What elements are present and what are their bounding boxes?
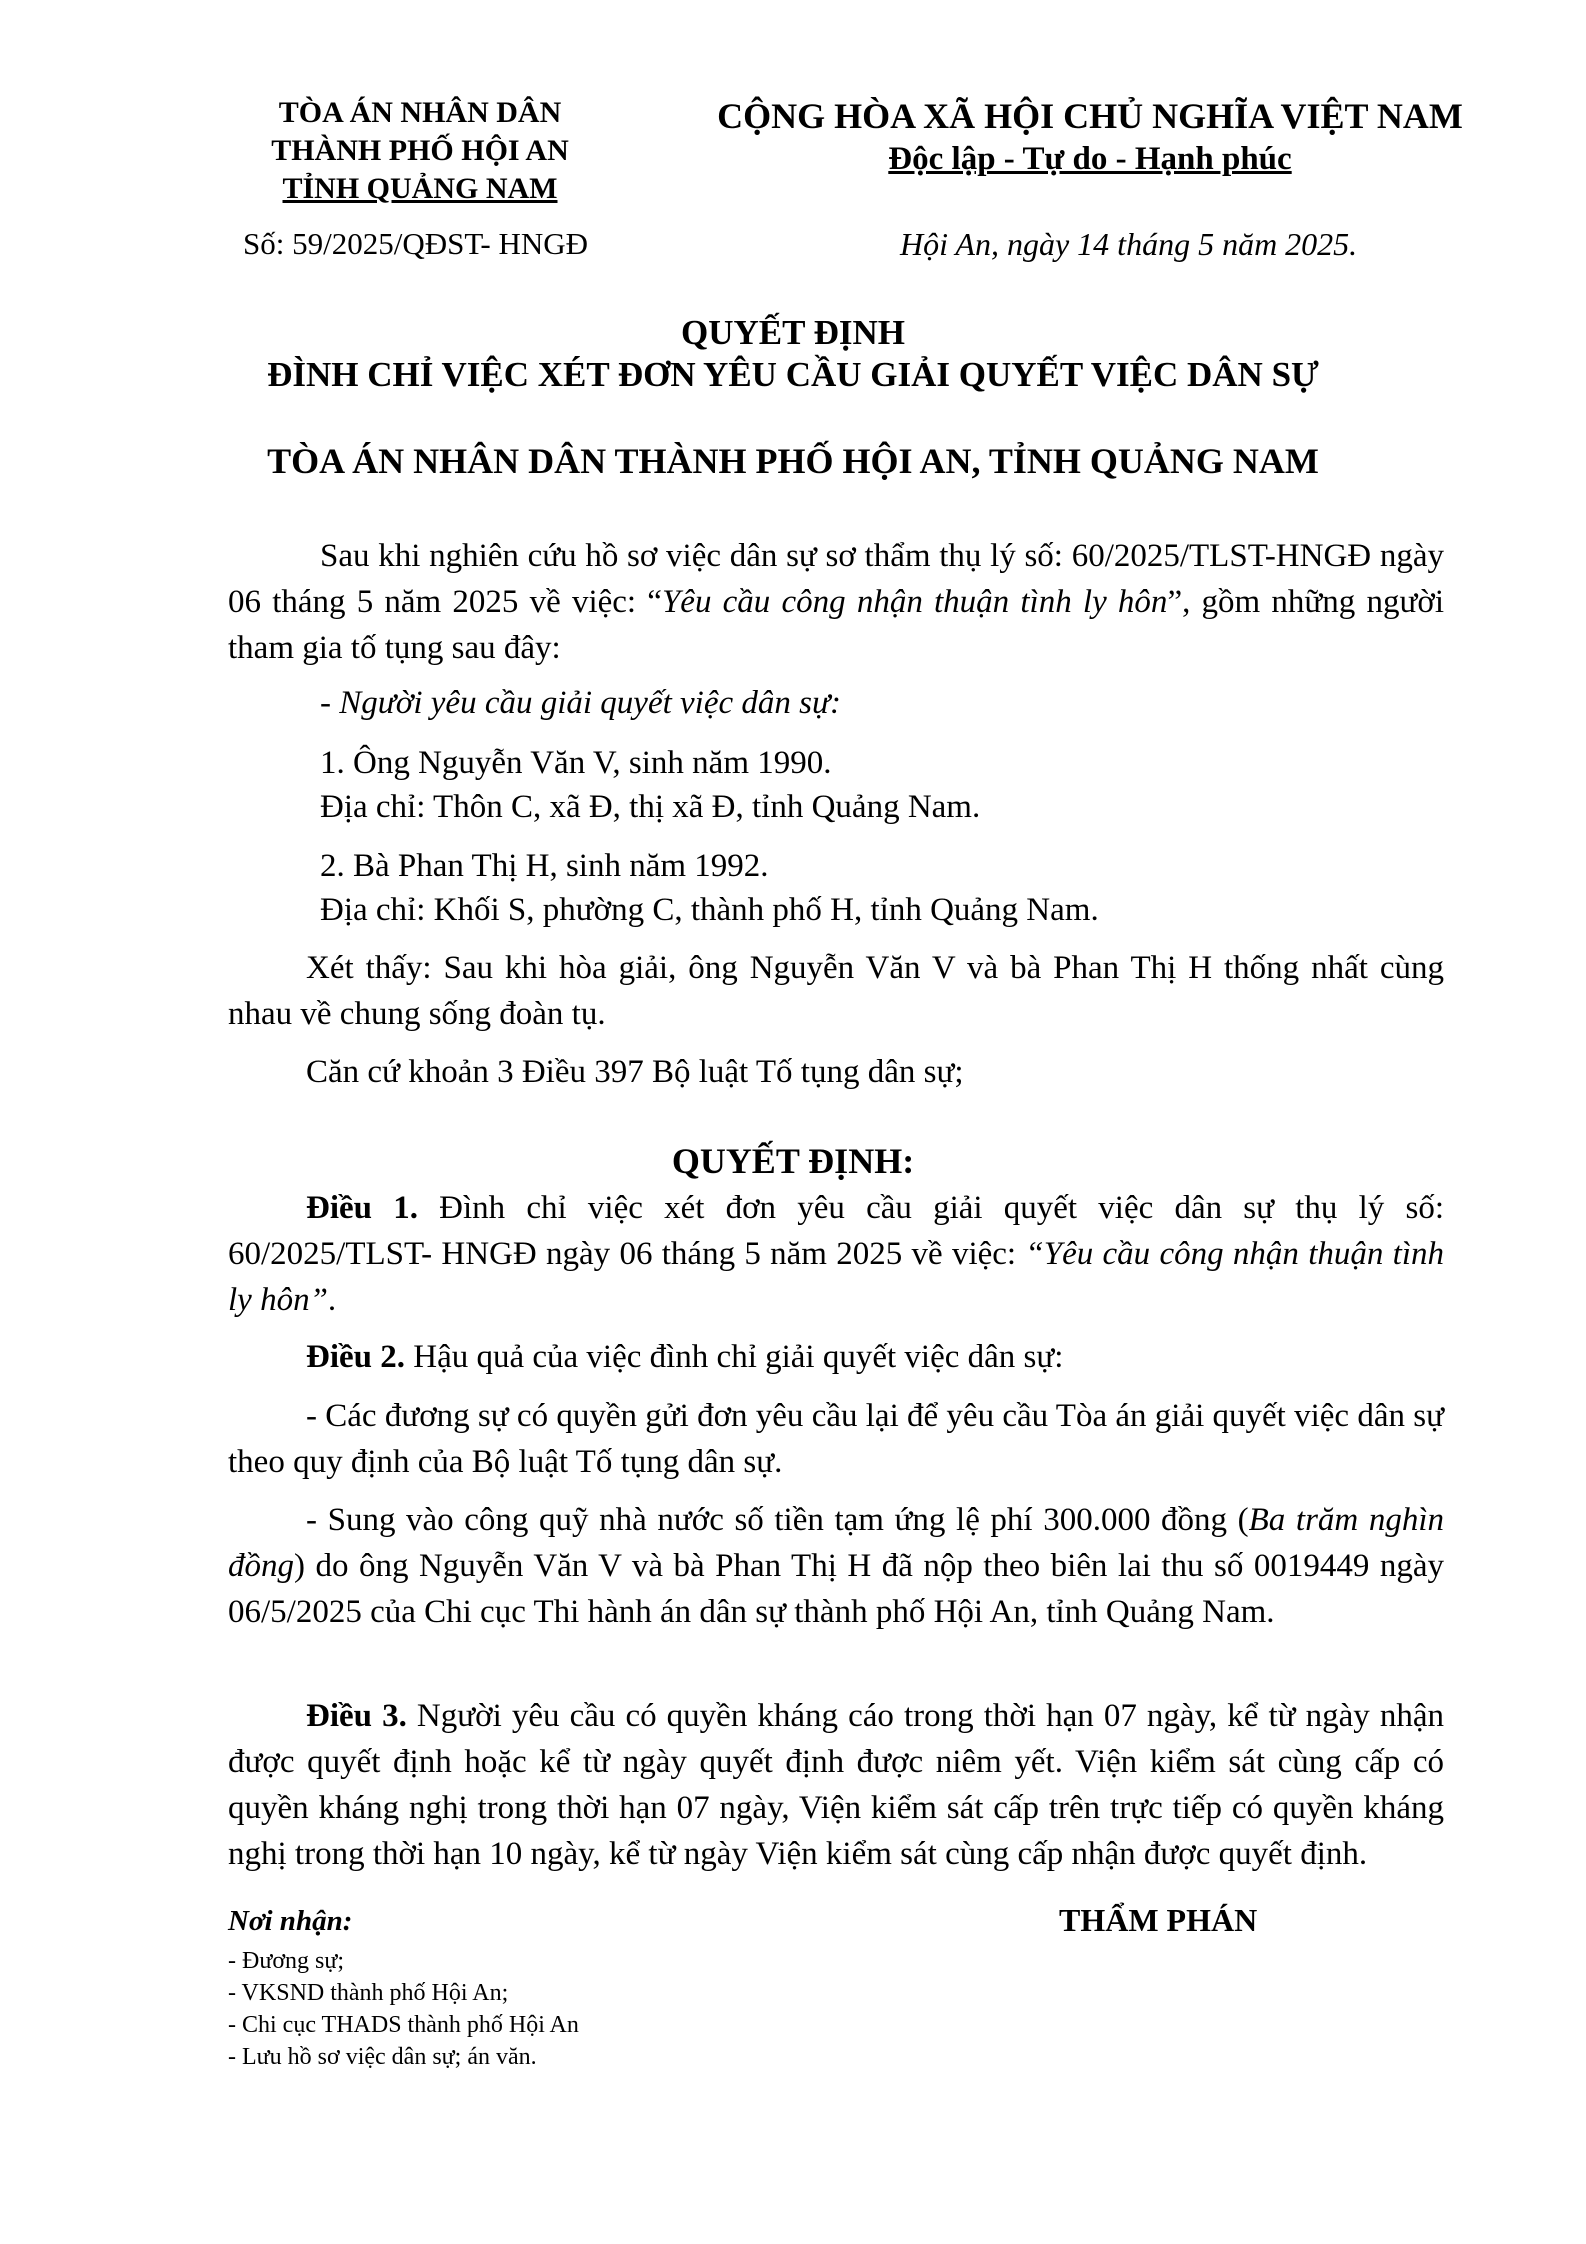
article-1-end: . bbox=[327, 1282, 337, 1318]
article-1-text: Đình chỉ việc xét đơn yêu cầu giải quyết việc dân sự thụ lý số: 60/2025/TLST- HNGĐ ngày 06 tháng 5 năm 2025 về việc: bbox=[228, 1190, 1444, 1272]
article-2-item-2 bbox=[228, 1497, 1444, 1635]
article-1 bbox=[228, 1185, 1444, 1323]
document-title: QUYẾT ĐỊNH bbox=[681, 313, 905, 352]
article-2-label: Điều 2. bbox=[306, 1339, 405, 1375]
recipient-item: - Chi cục THADS thành phố Hội An bbox=[228, 2012, 579, 2038]
recipient-item: - Lưu hồ sơ việc dân sự; án văn. bbox=[228, 2044, 537, 2070]
party-2-address: Địa chỉ: Khối S, phường C, thành phố H, tỉnh Quảng Nam. bbox=[320, 892, 1099, 928]
document-subtitle: ĐÌNH CHỈ VIỆC XÉT ĐƠN YÊU CẦU GIẢI QUYẾT VIỆC DÂN SỰ bbox=[267, 355, 1319, 394]
legal-basis: Căn cứ khoản 3 Điều 397 Bộ luật Tố tụng dân sự; bbox=[306, 1054, 964, 1090]
recipients-list bbox=[228, 1945, 579, 2073]
article-2-item-2-a: - Sung vào công quỹ nhà nước số tiền tạm ứng lệ phí 300.000 đồng ( bbox=[306, 1502, 1249, 1538]
party-1-name: 1. Ông Nguyễn Văn V, sinh năm 1990. bbox=[320, 745, 832, 781]
recipients-heading: Nơi nhận: bbox=[228, 1905, 353, 1937]
country-name: CỘNG HÒA XÃ HỘI CHỦ NGHĨA VIỆT NAM bbox=[717, 96, 1463, 136]
decision-number: Số: 59/2025/QĐST- HNGĐ bbox=[243, 226, 589, 261]
recipient-item: - VKSND thành phố Hội An; bbox=[228, 1980, 509, 2006]
court-header bbox=[230, 94, 610, 208]
national-header bbox=[665, 94, 1515, 180]
article-2 bbox=[228, 1334, 1444, 1380]
issue-date: Hội An, ngày 14 tháng 5 năm 2025. bbox=[900, 226, 1358, 262]
article-2-item-1: - Các đương sự có quyền gửi đơn yêu cầu lại để yêu cầu Tòa án giải quyết việc dân sự theo quy định của Bộ luật Tố tụng dân sự. bbox=[228, 1398, 1444, 1480]
parties-heading: - Người yêu cầu giải quyết việc dân sự: bbox=[320, 685, 841, 721]
court-line-3: TỈNH QUẢNG NAM bbox=[282, 172, 558, 205]
issuing-court: TÒA ÁN NHÂN DÂN THÀNH PHỐ HỘI AN, TỈNH QUẢNG NAM bbox=[267, 441, 1319, 481]
findings-paragraph: Xét thấy: Sau khi hòa giải, ông Nguyễn Văn V và bà Phan Thị H thống nhất cùng nhau về chung sống đoàn tụ. bbox=[228, 950, 1444, 1032]
article-3-text: Người yêu cầu có quyền kháng cáo trong thời hạn 07 ngày, kể từ ngày nhận được quyết định hoặc kể từ ngày quyết định được niêm yết. Viện kiểm sát cùng cấp có quyền kháng nghị trong thời hạn 07 ngày, Viện kiểm sát cấp trên trực tiếp có quyền kháng nghị trong thời hạn 10 ngày, kể từ ngày Viện kiểm sát cùng cấp nhận được quyết định. bbox=[228, 1698, 1445, 1872]
court-line-1: TÒA ÁN NHÂN DÂN bbox=[278, 96, 562, 129]
article-2-item-2-b: ) do ông Nguyễn Văn V và bà Phan Thị H đã nộp theo biên lai thu số 0019449 ngày 06/5/2025 của Chi cục Thi hành án dân sự thành phố Hội An, tỉnh Quảng Nam. bbox=[228, 1548, 1444, 1630]
article-1-case-name: “Yêu cầu công nhận thuận tình ly hôn” bbox=[228, 1236, 1444, 1318]
party-1-address: Địa chỉ: Thôn C, xã Đ, thị xã Đ, tỉnh Quảng Nam. bbox=[320, 789, 981, 825]
signer-title: THẨM PHÁN bbox=[1059, 1902, 1258, 1938]
intro-case-name: Yêu cầu công nhận thuận tình ly hôn bbox=[661, 584, 1168, 620]
court-line-2: THÀNH PHỐ HỘI AN bbox=[271, 134, 569, 167]
decision-heading: QUYẾT ĐỊNH: bbox=[671, 1141, 915, 1181]
national-motto: Độc lập - Tự do - Hạnh phúc bbox=[888, 141, 1292, 177]
article-1-label: Điều 1. bbox=[306, 1190, 418, 1226]
article-2-text: Hậu quả của việc đình chỉ giải quyết việc dân sự: bbox=[405, 1339, 1064, 1375]
intro-paragraph bbox=[228, 533, 1444, 671]
party-2-name: 2. Bà Phan Thị H, sinh năm 1992. bbox=[320, 848, 769, 884]
article-3-label: Điều 3. bbox=[306, 1698, 407, 1734]
amount-in-words: Ba trăm nghìn đồng bbox=[228, 1502, 1445, 1584]
recipient-item: - Đương sự; bbox=[228, 1948, 345, 1974]
article-3 bbox=[228, 1693, 1444, 1877]
intro-text-a: Sau khi nghiên cứu hồ sơ việc dân sự sơ thẩm thụ lý số: 60/2025/TLST-HNGĐ ngày 06 tháng 5 năm 2025 về việc: “ bbox=[228, 538, 1444, 620]
intro-text-b: ”, gồm những người tham gia tố tụng sau đây: bbox=[228, 584, 1444, 666]
